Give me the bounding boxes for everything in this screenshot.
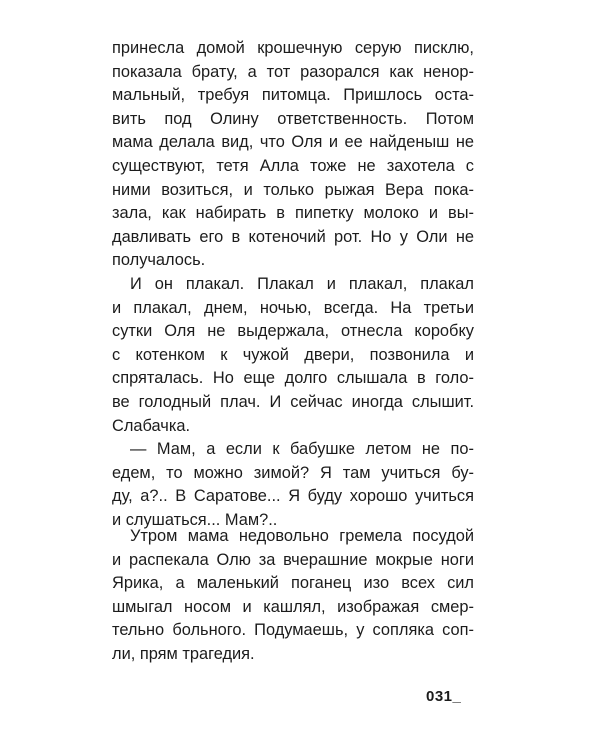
text-line: едем, то можно зимой? Я там учиться бу- xyxy=(112,463,474,482)
text-line: сутки Оля не выдержала, отнесла коробку xyxy=(112,322,474,341)
text-line: существуют, тетя Алла тоже не захотела с xyxy=(112,156,474,175)
text-line: ду, а?.. В Саратове... Я буду хорошо учиться xyxy=(112,487,474,506)
text-section-1 xyxy=(112,37,474,532)
text-line: давливать его в котеночий рот. Но у Оли не xyxy=(112,227,474,246)
text-line: — Мам, а если к бабушке летом не по- xyxy=(130,440,474,459)
text-line: мама делала вид, что Оля и ее найденыш не xyxy=(112,133,474,152)
text-line: и слушаться... Мам?.. xyxy=(112,510,278,529)
text-line: получалось. xyxy=(112,251,206,270)
text-line: зала, как набирать в пипетку молоко и вы- xyxy=(112,204,474,223)
text-line: показала брату, а тот разорался как ненор- xyxy=(112,62,474,81)
page-number: 031_ xyxy=(426,688,462,705)
text-line: принесла домой крошечную серую писклю, xyxy=(112,39,474,57)
text-line: ними возиться, и только рыжая Вера пока- xyxy=(112,180,474,199)
text-line: Утром мама недовольно гремела посудой xyxy=(130,527,474,545)
text-line: с котенком к чужой двери, позвонила и xyxy=(112,345,474,364)
text-line: и распекала Олю за вчерашние мокрые ноги xyxy=(112,550,474,569)
text-line: ли, прям трагедия. xyxy=(112,644,255,663)
text-line: вить под Олину ответственность. Потом xyxy=(112,109,474,128)
text-line: И он плакал. Плакал и плакал, плакал xyxy=(130,274,474,293)
text-line: шмыгал носом и кашлял, изображая смер- xyxy=(112,597,474,616)
text-line: Ярика, а маленький поганец изо всех сил xyxy=(112,574,474,593)
text-line: спряталась. Но еще долго слышала в голо- xyxy=(112,369,474,388)
text-line: тельно больного. Подумаешь, у сопляка соп- xyxy=(112,621,474,640)
text-section-2 xyxy=(112,525,474,667)
text-line: мальный, требуя питомца. Пришлось оста- xyxy=(112,86,474,105)
text-line: Слабачка. xyxy=(112,416,191,435)
text-line: и плакал, днем, ночью, всегда. На третьи xyxy=(112,298,474,317)
text-line: ве голодный плач. И сейчас иногда слышит. xyxy=(112,392,474,411)
